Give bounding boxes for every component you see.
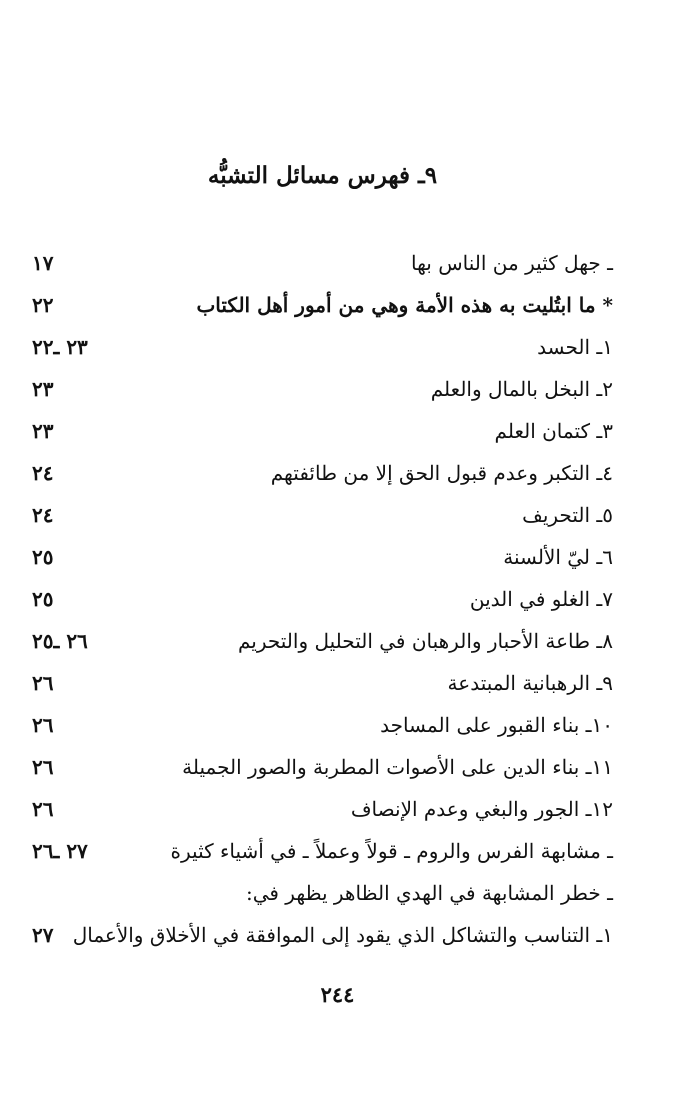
toc-row (0, 788, 675, 830)
toc-entry-text: ٧ـ الغلو في الدين (469, 587, 613, 611)
toc-entry-pages: ٢٧ ـ٢٦ (32, 839, 88, 863)
toc-entry-text: ١٢ـ الجور والبغي وعدم الإنصاف (350, 797, 613, 821)
toc-row (0, 830, 675, 872)
toc-entry-pages: ٢٦ ـ٢٥ (32, 629, 88, 653)
toc-row (0, 452, 675, 494)
toc-entry-pages: ٢٣ (32, 419, 54, 443)
toc-entry-text: ٨ـ طاعة الأحبار والرهبان في التحليل والتحريم (237, 629, 613, 653)
toc-entry-text: ٣ـ كتمان العلم (494, 419, 613, 443)
toc-entry-pages: ٢٥ (32, 545, 54, 569)
toc-entry-text: ـ مشابهة الفرس والروم ـ قولاً وعملاً ـ في أشياء كثيرة (170, 839, 613, 863)
toc-entry-pages: ٢٦ (32, 755, 54, 779)
toc-entry-text: ١ـ الحسد (537, 335, 613, 359)
toc-row (0, 326, 675, 368)
toc-entry-text: ـ جهل كثير من الناس بها (410, 251, 613, 275)
toc-entry-text: ٢ـ البخل بالمال والعلم (430, 377, 613, 401)
toc-row (0, 494, 675, 536)
toc-entry-text: * ما ابتُليت به هذه الأمة وهي من أمور أهل الكتاب (196, 293, 613, 317)
toc-entry-text: ـ خطر المشابهة في الهدي الظاهر يظهر في: (245, 881, 613, 905)
toc-row (0, 242, 675, 284)
toc-entry-text: ٦ـ ليّ الألسنة (503, 545, 613, 569)
toc-row (0, 704, 675, 746)
toc-entry-text: ٤ـ التكبر وعدم قبول الحق إلا من طائفتهم (270, 461, 613, 485)
toc-row (0, 368, 675, 410)
toc-entry-text: ١١ـ بناء الدين على الأصوات المطربة والصور الجميلة (182, 755, 613, 779)
toc-row (0, 578, 675, 620)
toc-row (0, 872, 675, 914)
toc-row (0, 536, 675, 578)
page-title: ٩ـ فهرس مسائل التشبُّه (207, 162, 438, 189)
toc-entry-pages: ١٧ (32, 251, 54, 275)
toc-row (0, 662, 675, 704)
toc-entry-pages: ٢٧ (32, 923, 54, 947)
toc-row (0, 410, 675, 452)
toc-row (0, 914, 675, 956)
toc-entry-pages: ٢٤ (32, 503, 54, 527)
toc-entry-pages: ٢٥ (32, 587, 54, 611)
toc-entry-pages: ٢٣ (32, 377, 54, 401)
toc-row (0, 284, 675, 326)
toc-row (0, 746, 675, 788)
toc-entry-pages: ٢٤ (32, 461, 54, 485)
toc-entry-pages: ٢٦ (32, 671, 54, 695)
toc-entry-text: ٥ـ التحريف (522, 503, 613, 527)
toc-entry-pages: ٢٢ (32, 293, 54, 317)
toc-entry-pages: ٢٦ (32, 713, 54, 737)
toc-entry-text: ١ـ التناسب والتشاكل الذي يقود إلى الموافقة في الأخلاق والأعمال (72, 923, 613, 947)
page-number: ٢٤٤ (320, 982, 355, 1007)
toc-entry-pages: ٢٦ (32, 797, 54, 821)
toc-entry-pages: ٢٣ ـ٢٢ (32, 335, 88, 359)
toc-entry-text: ١٠ـ بناء القبور على المساجد (380, 713, 613, 737)
toc-entry-text: ٩ـ الرهبانية المبتدعة (447, 671, 613, 695)
table-of-contents (0, 242, 675, 956)
toc-row (0, 620, 675, 662)
